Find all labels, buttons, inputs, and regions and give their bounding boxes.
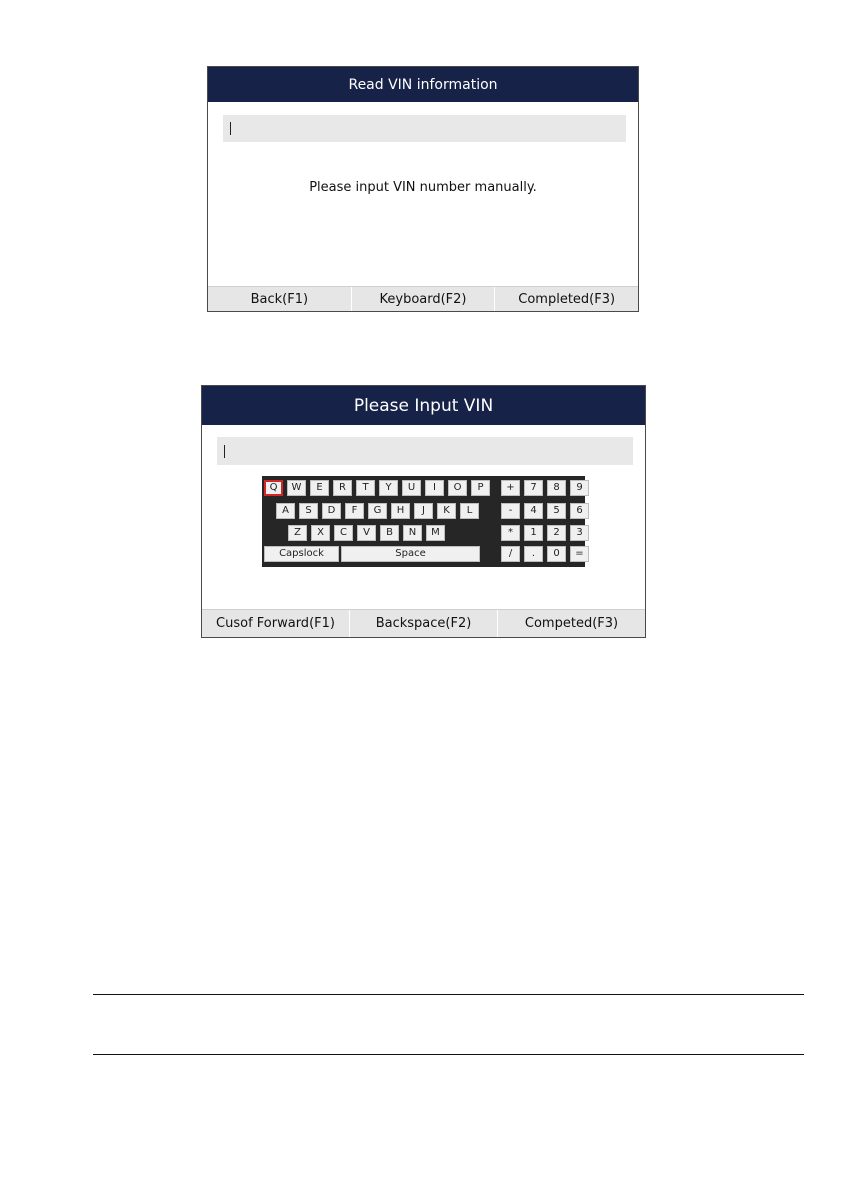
key-i[interactable]: I <box>425 480 444 496</box>
key-minus[interactable]: - <box>501 503 520 519</box>
key-asterisk[interactable]: * <box>501 525 520 541</box>
key-w[interactable]: W <box>287 480 306 496</box>
key-n[interactable]: N <box>403 525 422 541</box>
divider-line-top <box>93 994 804 995</box>
key-c[interactable]: C <box>334 525 353 541</box>
key-l[interactable]: L <box>460 503 479 519</box>
key-7[interactable]: 7 <box>524 480 543 496</box>
cursor-forward-button[interactable]: Cusof Forward(F1) <box>202 610 349 637</box>
read-vin-screen <box>207 66 639 312</box>
key-v[interactable]: V <box>357 525 376 541</box>
key-0[interactable]: 0 <box>547 546 566 562</box>
space-key[interactable]: Space <box>341 546 480 562</box>
key-z[interactable]: Z <box>288 525 307 541</box>
key-b[interactable]: B <box>380 525 399 541</box>
key-k[interactable]: K <box>437 503 456 519</box>
input-vin-screen <box>201 385 646 638</box>
completed-button[interactable]: Competed(F3) <box>497 610 645 637</box>
key-o[interactable]: O <box>448 480 467 496</box>
key-u[interactable]: U <box>402 480 421 496</box>
key-3[interactable]: 3 <box>570 525 589 541</box>
key-1[interactable]: 1 <box>524 525 543 541</box>
divider-line-bottom <box>93 1054 804 1055</box>
back-button[interactable]: Back(F1) <box>208 287 351 311</box>
function-key-bar <box>208 286 638 311</box>
backspace-button[interactable]: Backspace(F2) <box>349 610 497 637</box>
key-6[interactable]: 6 <box>570 503 589 519</box>
instruction-message: Please input VIN number manually. <box>309 180 537 195</box>
vin-input[interactable] <box>223 115 626 142</box>
key-plus[interactable]: + <box>501 480 520 496</box>
key-g[interactable]: G <box>368 503 387 519</box>
text-caret <box>224 445 225 458</box>
key-8[interactable]: 8 <box>547 480 566 496</box>
key-j[interactable]: J <box>414 503 433 519</box>
key-r[interactable]: R <box>333 480 352 496</box>
key-a[interactable]: A <box>276 503 295 519</box>
key-y[interactable]: Y <box>379 480 398 496</box>
key-e[interactable]: E <box>310 480 329 496</box>
key-dot[interactable]: . <box>524 546 543 562</box>
function-key-bar <box>202 609 645 637</box>
key-equals[interactable]: = <box>570 546 589 562</box>
on-screen-keyboard <box>262 476 585 567</box>
key-4[interactable]: 4 <box>524 503 543 519</box>
key-2[interactable]: 2 <box>547 525 566 541</box>
key-f[interactable]: F <box>345 503 364 519</box>
key-t[interactable]: T <box>356 480 375 496</box>
text-caret <box>230 122 231 135</box>
key-5[interactable]: 5 <box>547 503 566 519</box>
key-s[interactable]: S <box>299 503 318 519</box>
capslock-key[interactable]: Capslock <box>264 546 339 562</box>
key-9[interactable]: 9 <box>570 480 589 496</box>
key-d[interactable]: D <box>322 503 341 519</box>
completed-button[interactable]: Completed(F3) <box>494 287 638 311</box>
key-x[interactable]: X <box>311 525 330 541</box>
vin-input[interactable] <box>217 437 633 465</box>
keyboard-button[interactable]: Keyboard(F2) <box>351 287 495 311</box>
key-slash[interactable]: / <box>501 546 520 562</box>
screen-title: Please Input VIN <box>202 386 645 425</box>
screen-title: Read VIN information <box>208 67 638 102</box>
key-h[interactable]: H <box>391 503 410 519</box>
key-q[interactable]: Q <box>264 480 283 496</box>
key-p[interactable]: P <box>471 480 490 496</box>
key-m[interactable]: M <box>426 525 445 541</box>
